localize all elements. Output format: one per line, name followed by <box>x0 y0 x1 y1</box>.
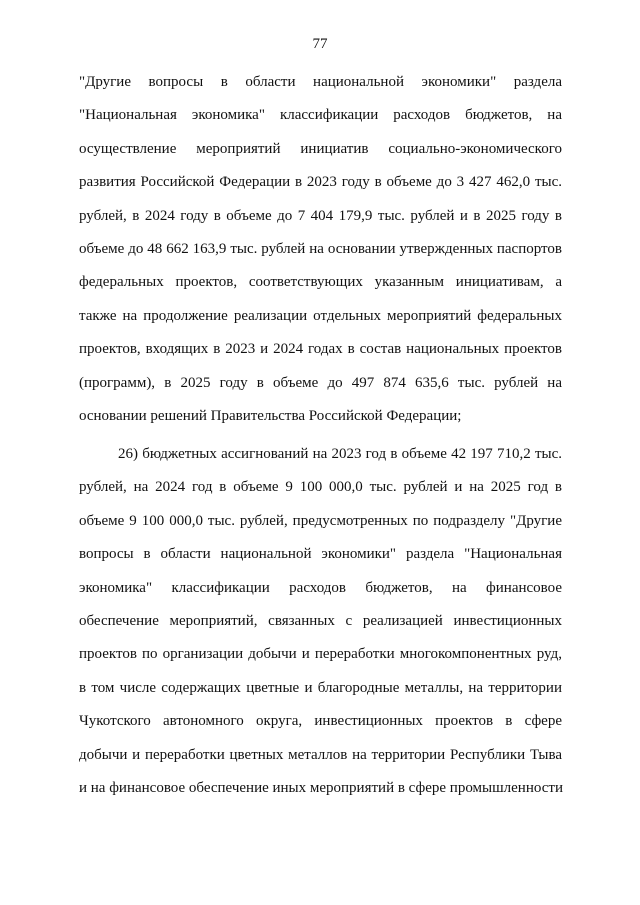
text-line: в том числе содержащих цветные и благородные металлы, на территории <box>79 679 562 696</box>
text-line: и на финансовое обеспечение иных мероприятий в сфере промышленности <box>79 779 563 796</box>
page-number: 77 <box>312 36 328 52</box>
text-line: (программ), в 2025 году в объеме до 497 874 635,6 тыс. рублей на <box>79 374 562 391</box>
text-line-first: 26) бюджетных ассигнований на 2023 год в объеме 42 197 710,2 тыс. <box>118 446 562 462</box>
text-line: федеральных проектов, соответствующих указанным инициативам, а <box>79 274 562 291</box>
text-line: также на продолжение реализации отдельных мероприятий федеральных <box>79 307 562 324</box>
text-line: вопросы в области национальной экономики" раздела "Национальная <box>79 546 562 563</box>
text-line: экономика" классификации расходов бюджетов, на финансовое <box>79 579 562 596</box>
text-line: проектов, входящих в 2023 и 2024 годах в состав национальных проектов <box>79 341 562 358</box>
paragraph-continued <box>79 71 562 438</box>
text-line: развития Российской Федерации в 2023 году в объеме до 3 427 462,0 тыс. <box>79 174 562 191</box>
text-line: проектов по организации добычи и переработки многокомпонентных руд, <box>79 646 562 663</box>
text-line: рублей, в 2024 году в объеме до 7 404 179,9 тыс. рублей и в 2025 году в <box>79 207 562 224</box>
text-line: рублей, на 2024 год в объеме 9 100 000,0 тыс. рублей и на 2025 год в <box>79 479 562 496</box>
text-line: "Национальная экономика" классификации расходов бюджетов, на <box>79 107 562 124</box>
text-line: обеспечение мероприятий, связанных с реализацией инвестиционных <box>79 612 562 629</box>
text-line: "Другие вопросы в области национальной экономики" раздела <box>79 74 562 90</box>
text-line: осуществление мероприятий инициатив социально-экономического <box>79 140 562 157</box>
text-line: объеме до 48 662 163,9 тыс. рублей на основании утвержденных паспортов <box>79 240 562 257</box>
paragraph-item-26 <box>79 443 562 810</box>
text-line-last: основании решений Правительства Российской Федерации; <box>79 407 462 424</box>
text-line: объеме 9 100 000,0 тыс. рублей, предусмотренных по подразделу "Другие <box>79 512 562 529</box>
text-line: Чукотского автономного округа, инвестиционных проектов в сфере <box>79 713 562 730</box>
text-line: добычи и переработки цветных металлов на территории Республики Тыва <box>79 746 562 763</box>
